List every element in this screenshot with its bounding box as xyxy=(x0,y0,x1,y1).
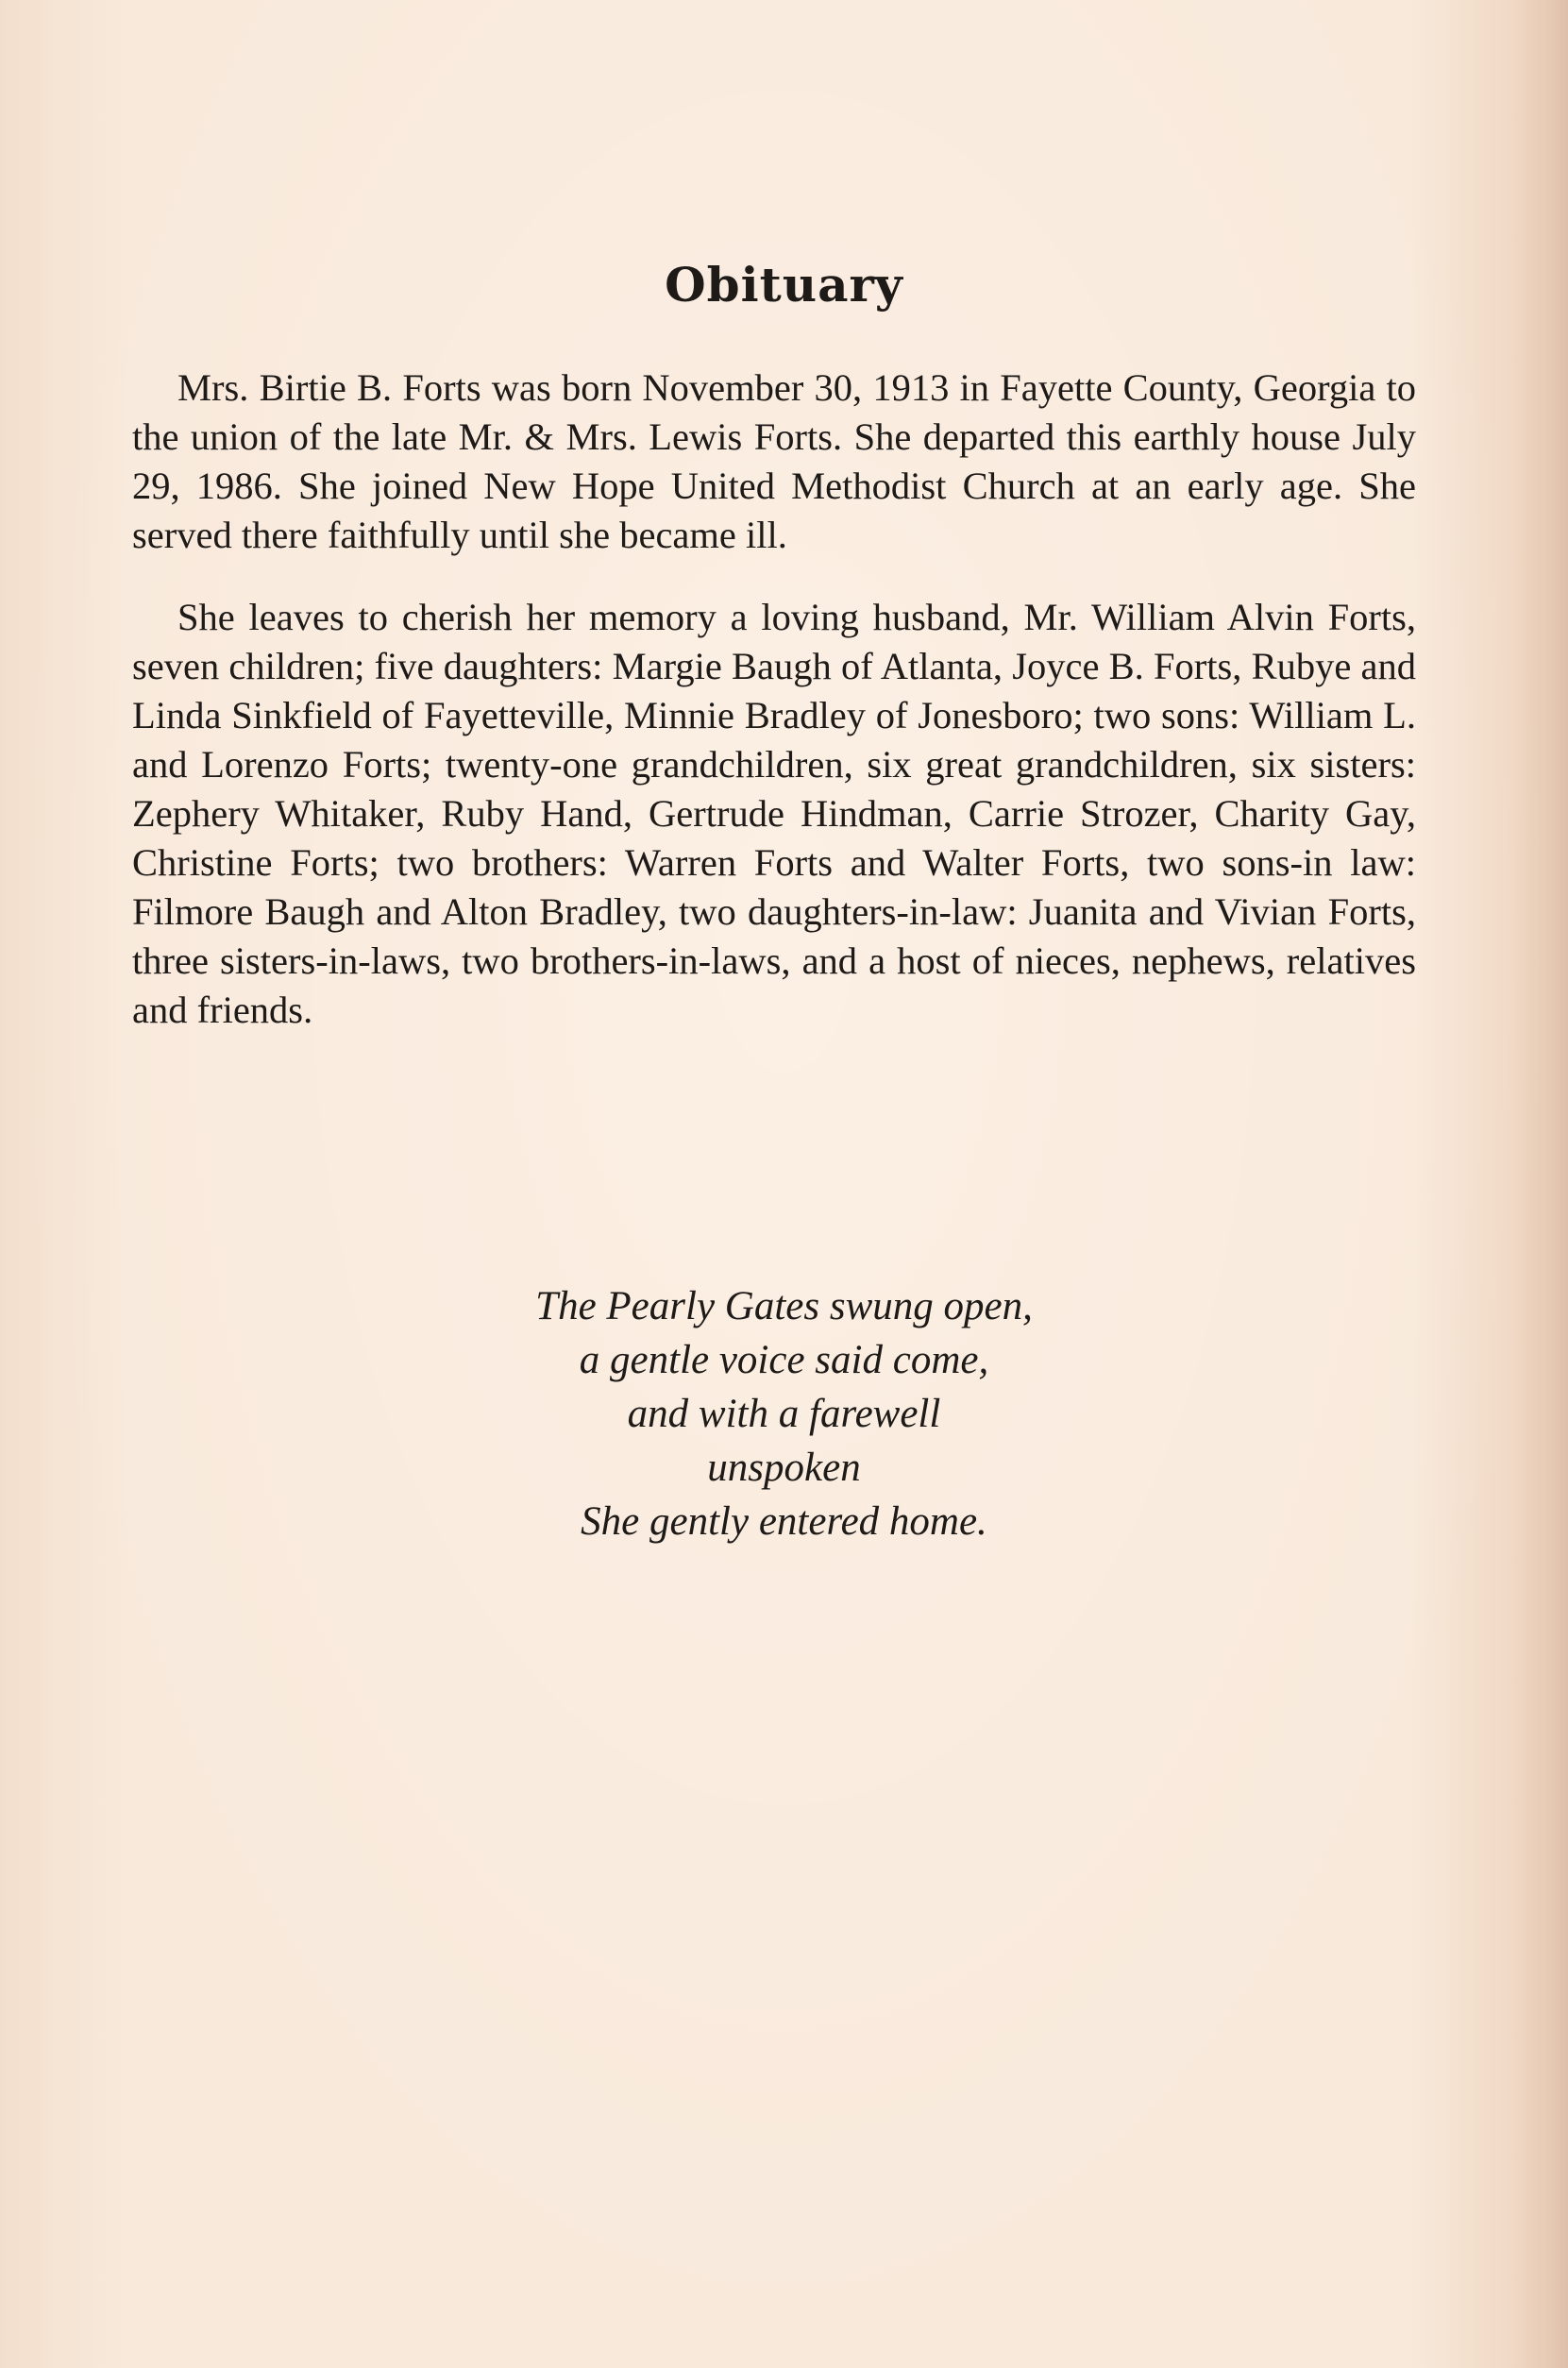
page-title: Obituary xyxy=(665,257,903,313)
memorial-poem xyxy=(0,1279,1568,1548)
obituary-paragraph-survivors: She leaves to cherish her memory a loving husband, Mr. William Alvin Forts, seven children; five daughters: Margie Baugh of Atlanta, Joyce B. Forts, Rubye and Linda Sinkfield of Fayetteville, Minnie Bradley of Jonesboro; two sons: William L. and Lorenzo Forts; twenty-one grandchildren, six great grandchildren, six sisters: Zephery Whitaker, Ruby Hand, Gertrude Hindman, Carrie Strozer, Charity Gay, Christine Forts; two brothers: Warren Forts and Walter Forts, two sons-in law: Filmore Baugh and Alton Bradley, two daughters-in-law: Juanita and Vivian Forts, three sisters-in-laws, two brothers-in-laws, and a host of nieces, nephews, relatives and friends. xyxy=(132,596,1416,1031)
poem-line: She gently entered home. xyxy=(581,1499,987,1544)
page-fold-shadow xyxy=(1511,0,1568,2368)
poem-line: and with a farewell xyxy=(627,1392,941,1436)
obituary-paragraph-birth: Mrs. Birtie B. Forts was born November 30, 1913 in Fayette County, Georgia to the union of the late Mr. & Mrs. Lewis Forts. She departed this earthly house July 29, 1986. She joined New Hope United Methodist Church at an early age. She served there faithfully until she became ill. xyxy=(132,366,1416,556)
poem-line: a gentle voice said come, xyxy=(579,1338,989,1382)
poem-line: unspoken xyxy=(707,1446,861,1490)
poem-line: The Pearly Gates swung open, xyxy=(535,1284,1033,1328)
